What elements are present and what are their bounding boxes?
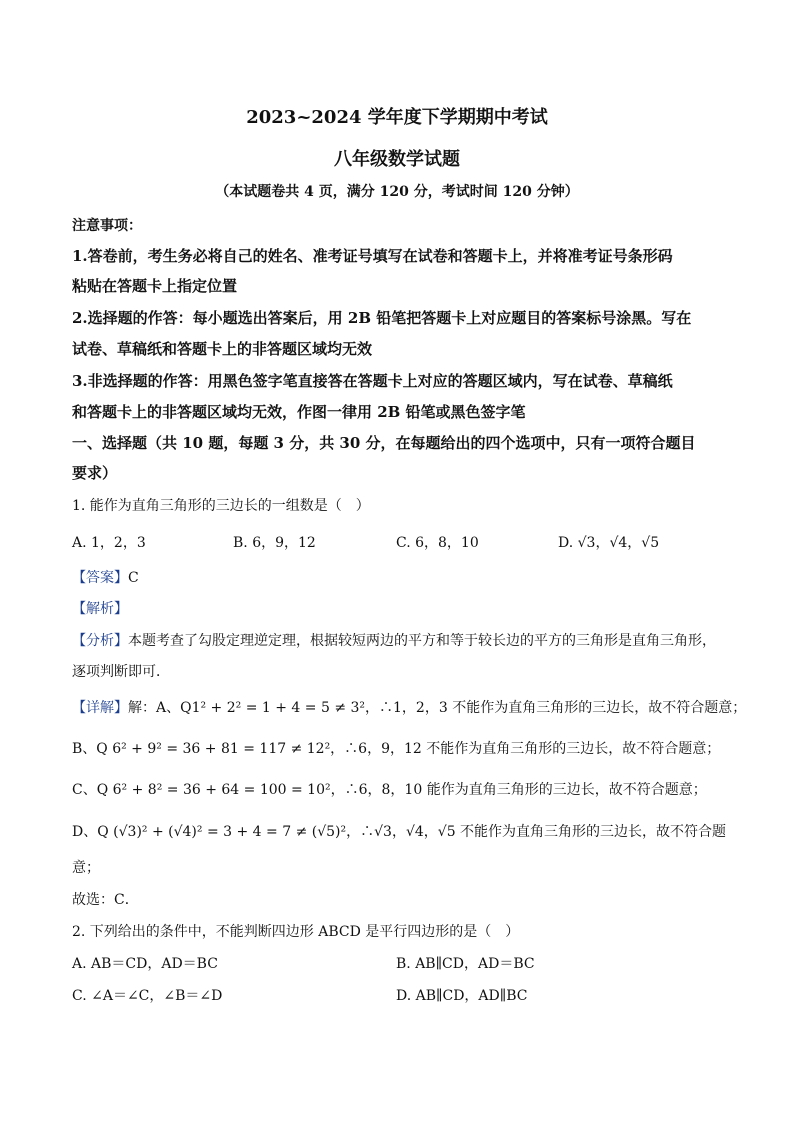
q1-fenxi-text: 本题考查了勾股定理逆定理，根据较短两边的平方和等于较长边的平方的三角形是直角三角形， (128, 633, 716, 649)
q1-option-b: B. 6，9，12 (233, 535, 316, 551)
exam-info: （本试题卷共 4 页，满分 120 分，考试时间 120 分钟） (215, 184, 579, 200)
q1-detail-a (72, 697, 746, 717)
exam-subtitle: 八年级数学试题 (334, 149, 460, 170)
q1-detail-a-text: 解：A、Q1² + 2² = 1 + 4 = 5 ≠ 3²，∴1，2，3 不能作为直角三角形的三边长，故不符合题意； (128, 700, 747, 716)
q1-option-d: D. √3，√4，√5 (558, 535, 660, 551)
answer-tag: 【答案】 (72, 570, 128, 586)
q2-option-c: C. ∠A＝∠C，∠B＝∠D (72, 988, 223, 1004)
q1-detail-d-line-1: D、Q (√3)² + (√4)² = 3 + 4 = 7 ≠ (√5)²，∴√3，√4，√5 不能作为直角三角形的三边长，故不符合题 (72, 824, 727, 840)
exam-title: 2023~2024 学年度下学期期中考试 (246, 107, 548, 128)
notice-item-1-line-1: 1.答卷前，考生务必将自己的姓名、准考证号填写在试卷和答题卡上，并将准考证号条形码 (72, 247, 673, 265)
q2-option-a: A. AB＝CD，AD＝BC (72, 956, 218, 972)
fenxi-tag: 【分析】 (72, 633, 128, 649)
notice-item-3-line-1: 3.非选择题的作答：用黑色签字笔直接答在答题卡上对应的答题区域内，写在试卷、草稿纸 (72, 372, 673, 390)
section-1-heading-line-2: 要求） (72, 464, 118, 482)
q1-detail-d-line-2: 意； (72, 860, 100, 876)
q2-stem: 2. 下列给出的条件中，不能判断四边形 ABCD 是平行四边形的是（ ） (72, 924, 520, 940)
q1-fenxi-line-1 (72, 630, 716, 650)
detail-tag: 【详解】 (72, 700, 128, 716)
q1-stem: 1. 能作为直角三角形的三边长的一组数是（ ） (72, 498, 370, 514)
notice-item-2-line-1: 2.选择题的作答：每小题选出答案后，用 2B 铅笔把答题卡上对应题目的答案标号涂黑。写在 (72, 309, 692, 327)
notice-item-2-line-2: 试卷、草稿纸和答题卡上的非答题区域均无效 (72, 340, 373, 358)
notice-item-3-line-2: 和答题卡上的非答题区域均无效，作图一律用 2B 铅笔或黑色签字笔 (72, 403, 526, 421)
notice-heading: 注意事项： (72, 218, 142, 234)
q2-option-d: D. AB∥CD，AD∥BC (396, 988, 528, 1004)
analysis-tag: 【解析】 (72, 601, 128, 617)
q1-conclusion: 故选：C． (72, 892, 139, 908)
notice-item-1-line-2: 粘贴在答题卡上指定位置 (72, 277, 238, 295)
q1-answer-row (72, 567, 139, 587)
q1-option-a: A. 1，2，3 (72, 535, 146, 551)
q2-option-b: B. AB∥CD，AD＝BC (396, 956, 535, 972)
section-1-heading-line-1: 一、选择题（共 10 题，每题 3 分，共 30 分，在每题给出的四个选项中，只有一项符合题目 (72, 434, 696, 452)
q1-detail-c: C、Q 6² + 8² = 36 + 64 = 100 = 10²，∴6，8，10 能作为直角三角形的三边长，故不符合题意； (72, 782, 707, 798)
q1-answer: C (128, 570, 139, 586)
q1-fenxi-line-2: 逐项判断即可． (72, 664, 170, 680)
q1-detail-b: B、Q 6² + 9² = 36 + 81 = 117 ≠ 12²，∴6，9，12 不能作为直角三角形的三边长，故不符合题意； (72, 741, 721, 757)
q1-option-c: C. 6，8，10 (396, 535, 479, 551)
